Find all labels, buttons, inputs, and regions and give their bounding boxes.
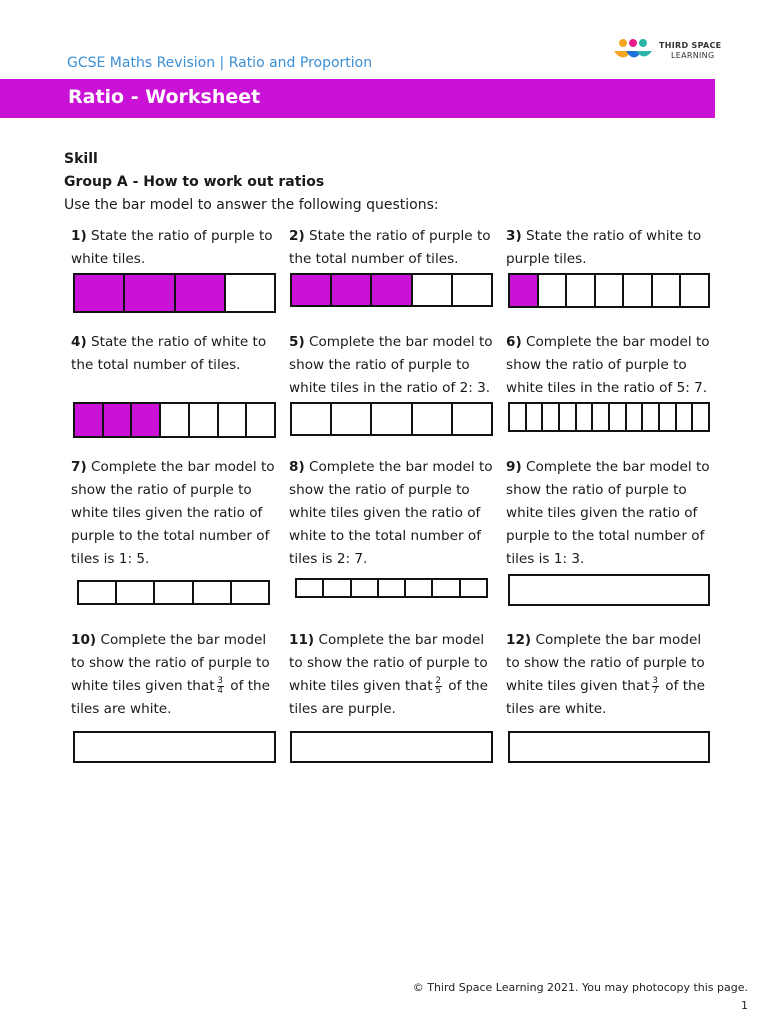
logo-line1: THIRD SPACE xyxy=(659,41,722,50)
white-tile[interactable] xyxy=(350,580,377,596)
question-10: 10) Complete the bar model to show the ratio of purple to white tiles given that $\frac{3}{4}$ of the tiles are white. xyxy=(71,632,271,717)
white-tile[interactable] xyxy=(510,576,708,604)
white-tile[interactable] xyxy=(608,404,625,430)
white-tile[interactable] xyxy=(431,580,458,596)
white-tile[interactable] xyxy=(675,404,692,430)
white-tile[interactable] xyxy=(625,404,642,430)
white-tile[interactable] xyxy=(377,580,404,596)
bar-model-5[interactable] xyxy=(290,402,493,436)
white-tile[interactable] xyxy=(510,404,525,430)
question-9: 9) Complete the bar model to show the ratio of purple to white tiles given the ratio of purple to the total number of tiles is 1: 3. xyxy=(506,459,710,567)
page-number: 1 xyxy=(741,999,748,1012)
purple-tile xyxy=(510,275,537,306)
bar-model-9[interactable] xyxy=(508,574,710,606)
purple-tile xyxy=(75,275,123,311)
white-tile[interactable] xyxy=(75,733,274,761)
white-tile[interactable] xyxy=(459,580,486,596)
white-tile[interactable] xyxy=(79,582,115,603)
third-space-learning-logo xyxy=(612,38,724,64)
white-tile[interactable] xyxy=(404,580,431,596)
white-tile[interactable] xyxy=(153,582,191,603)
purple-tile xyxy=(174,275,224,311)
white-tile xyxy=(565,275,594,306)
white-tile[interactable] xyxy=(641,404,658,430)
white-tile xyxy=(224,275,274,311)
white-tile[interactable] xyxy=(292,733,491,761)
purple-tile[interactable] xyxy=(130,404,159,436)
question-7: 7) Complete the bar model to show the ratio of purple to white tiles given the ratio of purple to the total number of tiles is 1: 5. xyxy=(71,459,275,567)
white-tile[interactable] xyxy=(558,404,575,430)
white-tile xyxy=(622,275,651,306)
white-tile[interactable] xyxy=(591,404,608,430)
white-tile xyxy=(411,275,451,305)
purple-tile xyxy=(330,275,370,305)
bar-model-10[interactable] xyxy=(73,731,276,763)
bar-model-11[interactable] xyxy=(290,731,493,763)
bar-model-6[interactable] xyxy=(508,402,710,432)
question-4: 4) State the ratio of white to the total number of tiles. xyxy=(71,334,267,373)
instruction-text: Use the bar model to answer the following questions: xyxy=(64,197,439,213)
white-tile[interactable] xyxy=(192,582,230,603)
white-tile[interactable] xyxy=(217,404,246,436)
bar-model-1 xyxy=(73,273,276,313)
question-2: 2) State the ratio of purple to the total number of tiles. xyxy=(289,228,491,267)
skill-label: Skill xyxy=(64,151,98,167)
worksheet-title: Ratio - Worksheet xyxy=(68,86,261,108)
fraction-3-7: $\frac{3}{7}$ xyxy=(652,675,658,696)
white-tile[interactable] xyxy=(525,404,542,430)
bar-model-12[interactable] xyxy=(508,731,710,763)
white-tile[interactable] xyxy=(510,733,708,761)
white-tile[interactable] xyxy=(159,404,188,436)
white-tile[interactable] xyxy=(370,404,410,434)
white-tile xyxy=(537,275,566,306)
fraction-3-4: $\frac{3}{4}$ xyxy=(217,675,223,696)
purple-tile[interactable] xyxy=(102,404,131,436)
bar-model-3 xyxy=(508,273,710,308)
white-tile[interactable] xyxy=(658,404,675,430)
group-label: Group A - How to work out ratios xyxy=(64,174,325,190)
white-tile[interactable] xyxy=(245,404,274,436)
bar-model-8[interactable] xyxy=(295,578,488,598)
fraction-2-5: $\frac{2}{5}$ xyxy=(435,675,441,696)
title-banner xyxy=(0,79,715,118)
logo-line2: LEARNING xyxy=(671,51,715,60)
question-6: 6) Complete the bar model to show the ratio of purple to white tiles in the ratio of 5: 7. xyxy=(506,334,710,396)
white-tile[interactable] xyxy=(188,404,217,436)
bar-model-7[interactable] xyxy=(77,580,270,605)
white-tile xyxy=(451,275,491,305)
white-tile xyxy=(679,275,708,306)
purple-tile[interactable] xyxy=(75,404,102,436)
logo-mark-icon xyxy=(612,38,656,64)
question-1: 1) State the ratio of purple to white tiles. xyxy=(71,228,273,267)
white-tile[interactable] xyxy=(541,404,558,430)
question-5: 5) Complete the bar model to show the ratio of purple to white tiles in the ratio of 2: 3. xyxy=(289,334,493,396)
purple-tile xyxy=(292,275,330,305)
white-tile[interactable] xyxy=(330,404,370,434)
white-tile[interactable] xyxy=(115,582,153,603)
purple-tile xyxy=(123,275,173,311)
white-tile[interactable] xyxy=(575,404,592,430)
white-tile[interactable] xyxy=(230,582,268,603)
white-tile[interactable] xyxy=(411,404,451,434)
page-subtitle: GCSE Maths Revision | Ratio and Proportion xyxy=(67,55,373,71)
white-tile[interactable] xyxy=(297,580,322,596)
question-12: 12) Complete the bar model to show the ratio of purple to white tiles given that $\frac{3}{7}$ of the tiles are white. xyxy=(506,632,706,717)
question-8: 8) Complete the bar model to show the ratio of purple to white tiles given the ratio of white to the total number of tiles is 2: 7. xyxy=(289,459,493,567)
white-tile[interactable] xyxy=(322,580,349,596)
copyright-footer: © Third Space Learning 2021. You may photocopy this page. xyxy=(412,981,748,994)
white-tile xyxy=(651,275,680,306)
question-3: 3) State the ratio of white to purple tiles. xyxy=(506,228,702,267)
white-tile[interactable] xyxy=(292,404,330,434)
purple-tile xyxy=(370,275,410,305)
logo-text xyxy=(659,41,721,61)
bar-model-4[interactable] xyxy=(73,402,276,438)
question-11: 11) Complete the bar model to show the ratio of purple to white tiles given that $\frac{2}{5}$ of the tiles are purple. xyxy=(289,632,489,717)
bar-model-2 xyxy=(290,273,493,307)
white-tile[interactable] xyxy=(451,404,491,434)
white-tile xyxy=(594,275,623,306)
white-tile[interactable] xyxy=(691,404,708,430)
